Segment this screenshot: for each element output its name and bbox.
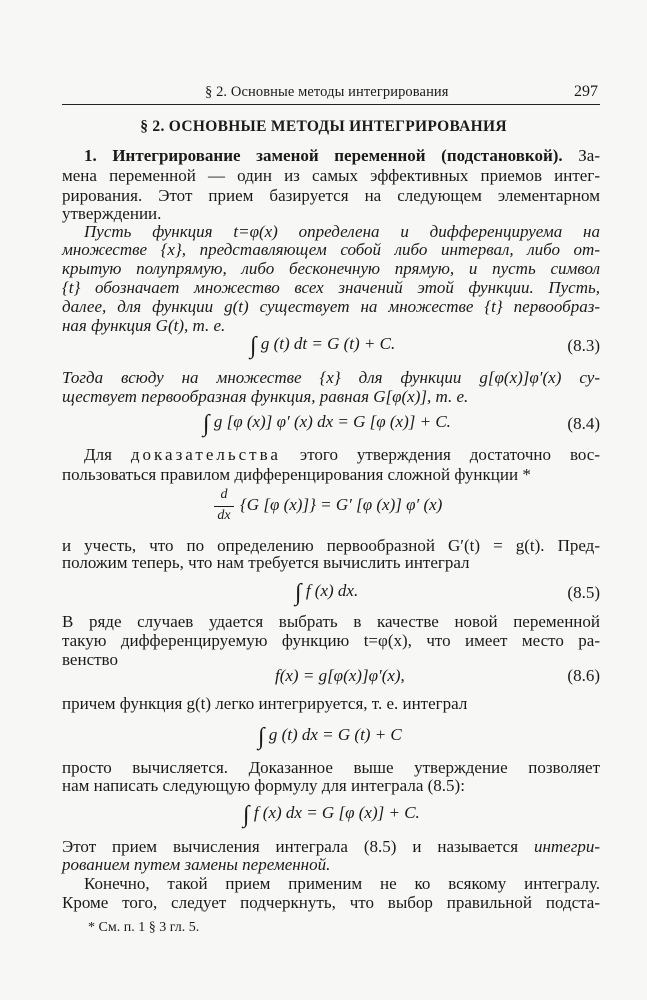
equation-number: (8.3) <box>567 336 600 355</box>
paragraph-line: такую дифференцируемую функцию t=φ(x), что имеет место ра- <box>62 631 600 650</box>
paragraph-line: нам написать следующую формулу для интеграла (8.5): <box>62 776 465 795</box>
integral-formula <box>243 802 420 826</box>
equation-number: (8.5) <box>567 583 600 602</box>
text-fragment: Для <box>84 445 112 464</box>
integral-symbol: ∫ <box>250 333 257 359</box>
theorem-line: Пусть функция t=φ(x) определена и дифференцируема на <box>84 222 600 241</box>
equation-8-6: f(x) = g[φ(x)]φ′(x), <box>275 666 405 685</box>
integral-symbol: ∫ <box>295 580 302 606</box>
fraction-bar <box>214 506 234 507</box>
paragraph-line: и учесть, что по определению первообразной G′(t) = g(t). Пред- <box>62 536 600 555</box>
integral-formula <box>258 724 402 748</box>
paragraph-line: Конечно, такой прием применим не ко всякому интегралу. <box>84 874 600 893</box>
theorem-line: крытую полупрямую, либо бесконечную прямую, и пусть символ <box>62 259 600 278</box>
paragraph-line: просто вычисляется. Доказанное выше утверждение позволяет <box>62 758 600 777</box>
paragraph-line: утверждении. <box>62 204 162 223</box>
equation-text: g (t) dt = G (t) + C. <box>260 334 396 353</box>
paragraph-line: мена переменной — один из самых эффективных приемов интег- <box>62 166 600 185</box>
equation-number: (8.4) <box>567 414 600 433</box>
section-title: § 2. ОСНОВНЫЕ МЕТОДЫ ИНТЕГРИРОВАНИЯ <box>140 118 507 135</box>
theorem-line: Тогда всюду на множестве {x} для функции g[φ(x)]φ′(x) су- <box>62 368 600 387</box>
spaced-text: доказательства <box>130 445 281 464</box>
equation-text: f (x) dx = G [φ (x)] + C. <box>253 803 420 822</box>
paragraph-line: положим теперь, что нам требуется вычислить интеграл <box>62 553 470 572</box>
integral-symbol: ∫ <box>258 724 265 750</box>
subsection-number: 1. <box>84 146 97 165</box>
equation-text: f (x) dx. <box>305 581 359 600</box>
footnote: * См. п. 1 § 3 гл. 5. <box>88 920 200 935</box>
text-fragment: Этот прием вычисления интеграла (8.5) и называется <box>62 837 519 856</box>
theorem-line: ществует первообразная функция, равная G[φ(x)], т. е. <box>62 387 469 406</box>
paragraph-line: рованием путем замены переменной. <box>62 855 331 874</box>
italic-text: интегри- <box>533 837 601 856</box>
paragraph-line: рирования. Этот прием базируется на следующем элементарном <box>62 186 600 205</box>
fraction-denominator: dx <box>217 508 231 523</box>
integral-symbol: ∫ <box>203 411 210 437</box>
theorem-line: ная функция G(t), т. е. <box>62 316 226 335</box>
page-number: 297 <box>574 83 598 100</box>
paragraph-line: причем функция g(t) легко интегрируется, т. е. интеграл <box>62 694 468 713</box>
equation-number: (8.6) <box>567 666 600 685</box>
fraction-numerator: d <box>220 487 228 502</box>
page-header <box>62 82 600 105</box>
paragraph-line <box>84 146 600 166</box>
subsection-title: Интегрирование заменой переменной (подстановкой). <box>112 146 563 165</box>
derivative-formula: {G [φ (x)]} = G′ [φ (x)] φ′ (x) <box>240 495 443 514</box>
text-fragment: За- <box>578 146 600 165</box>
equation-8-5 <box>295 580 358 604</box>
equation-8-4 <box>203 411 451 435</box>
paragraph-line: Кроме того, следует подчеркнуть, что выбор правильной подста- <box>62 893 600 912</box>
theorem-line: множестве {x}, представляющем собой либо интервал, либо от- <box>62 240 600 259</box>
integral-symbol: ∫ <box>243 802 250 828</box>
theorem-line: {t} обозначает множество всех значений этой функции. Пусть, <box>62 278 600 297</box>
paragraph-line: пользоваться правилом дифференцирования сложной функции * <box>62 465 531 484</box>
text-fragment: этого утверждения достаточно вос- <box>299 445 601 464</box>
running-head: § 2. Основные методы интегрирования <box>205 84 449 100</box>
equation-text: g [φ (x)] φ′ (x) dx = G [φ (x)] + C. <box>213 412 451 431</box>
paragraph-line <box>84 445 600 465</box>
paragraph-line <box>62 837 600 857</box>
equation-8-3 <box>250 333 395 357</box>
paragraph-line: венство <box>62 650 118 669</box>
paragraph-line: В ряде случаев удается выбрать в качестве новой переменной <box>62 612 600 631</box>
equation-text: g (t) dx = G (t) + C <box>268 725 402 744</box>
theorem-line: далее, для функции g(t) существует на множестве {t} первообраз- <box>62 297 600 316</box>
